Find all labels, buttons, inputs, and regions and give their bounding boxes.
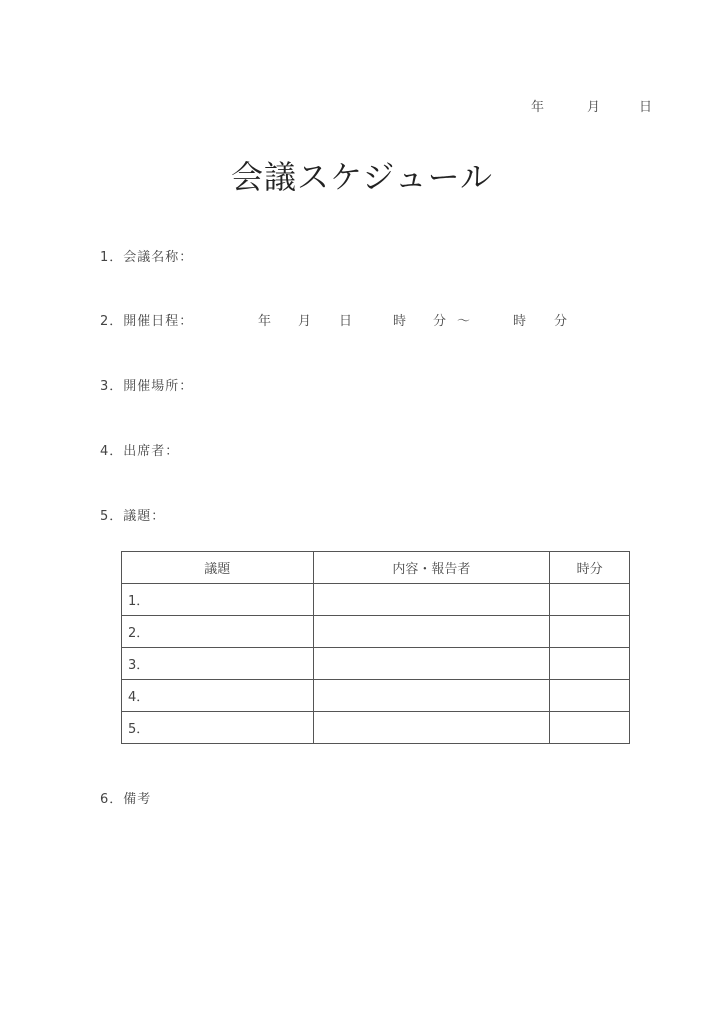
agenda-header-row	[122, 552, 630, 584]
header-agenda: 議題	[122, 552, 314, 584]
schedule-end-minute-label: 分	[554, 314, 568, 329]
date-time-label: 2．開催日程：	[100, 314, 194, 329]
table-row	[122, 616, 630, 648]
time-cell[interactable]	[550, 712, 630, 744]
agenda-label: 5．議題：	[100, 509, 166, 524]
agenda-item-cell[interactable]: 4．	[122, 680, 314, 712]
time-cell[interactable]	[550, 584, 630, 616]
schedule-end-hour-label: 時	[513, 314, 527, 329]
agenda-item-cell[interactable]: 3．	[122, 648, 314, 680]
content-cell[interactable]	[313, 616, 550, 648]
content-cell[interactable]	[313, 648, 550, 680]
agenda-item-cell[interactable]: 1．	[122, 584, 314, 616]
header-month-label: 月	[587, 100, 601, 115]
schedule-day-label: 日	[339, 314, 353, 329]
table-row	[122, 680, 630, 712]
header-time: 時分	[550, 552, 630, 584]
meeting-name-label: 1．会議名称：	[100, 250, 194, 265]
content-cell[interactable]	[313, 712, 550, 744]
schedule-start-minute-label: 分	[433, 314, 447, 329]
schedule-tilde: ～	[457, 314, 471, 329]
time-cell[interactable]	[550, 680, 630, 712]
agenda-table	[121, 551, 630, 744]
schedule-start-hour-label: 時	[393, 314, 407, 329]
time-cell[interactable]	[550, 616, 630, 648]
header-day-label: 日	[639, 100, 653, 115]
attendees-label: 4．出席者：	[100, 444, 180, 459]
schedule-year-label: 年	[258, 314, 272, 329]
table-row	[122, 648, 630, 680]
table-row	[122, 584, 630, 616]
header-content-reporter: 内容・報告者	[313, 552, 550, 584]
time-cell[interactable]	[550, 648, 630, 680]
agenda-item-cell[interactable]: 2．	[122, 616, 314, 648]
notes-label: 6．備考	[100, 792, 152, 807]
document-title: 会議スケジュール	[230, 158, 494, 196]
content-cell[interactable]	[313, 584, 550, 616]
schedule-month-label: 月	[298, 314, 312, 329]
agenda-item-cell[interactable]: 5．	[122, 712, 314, 744]
table-row	[122, 712, 630, 744]
venue-label: 3．開催場所：	[100, 379, 194, 394]
header-year-label: 年	[531, 100, 545, 115]
content-cell[interactable]	[313, 680, 550, 712]
